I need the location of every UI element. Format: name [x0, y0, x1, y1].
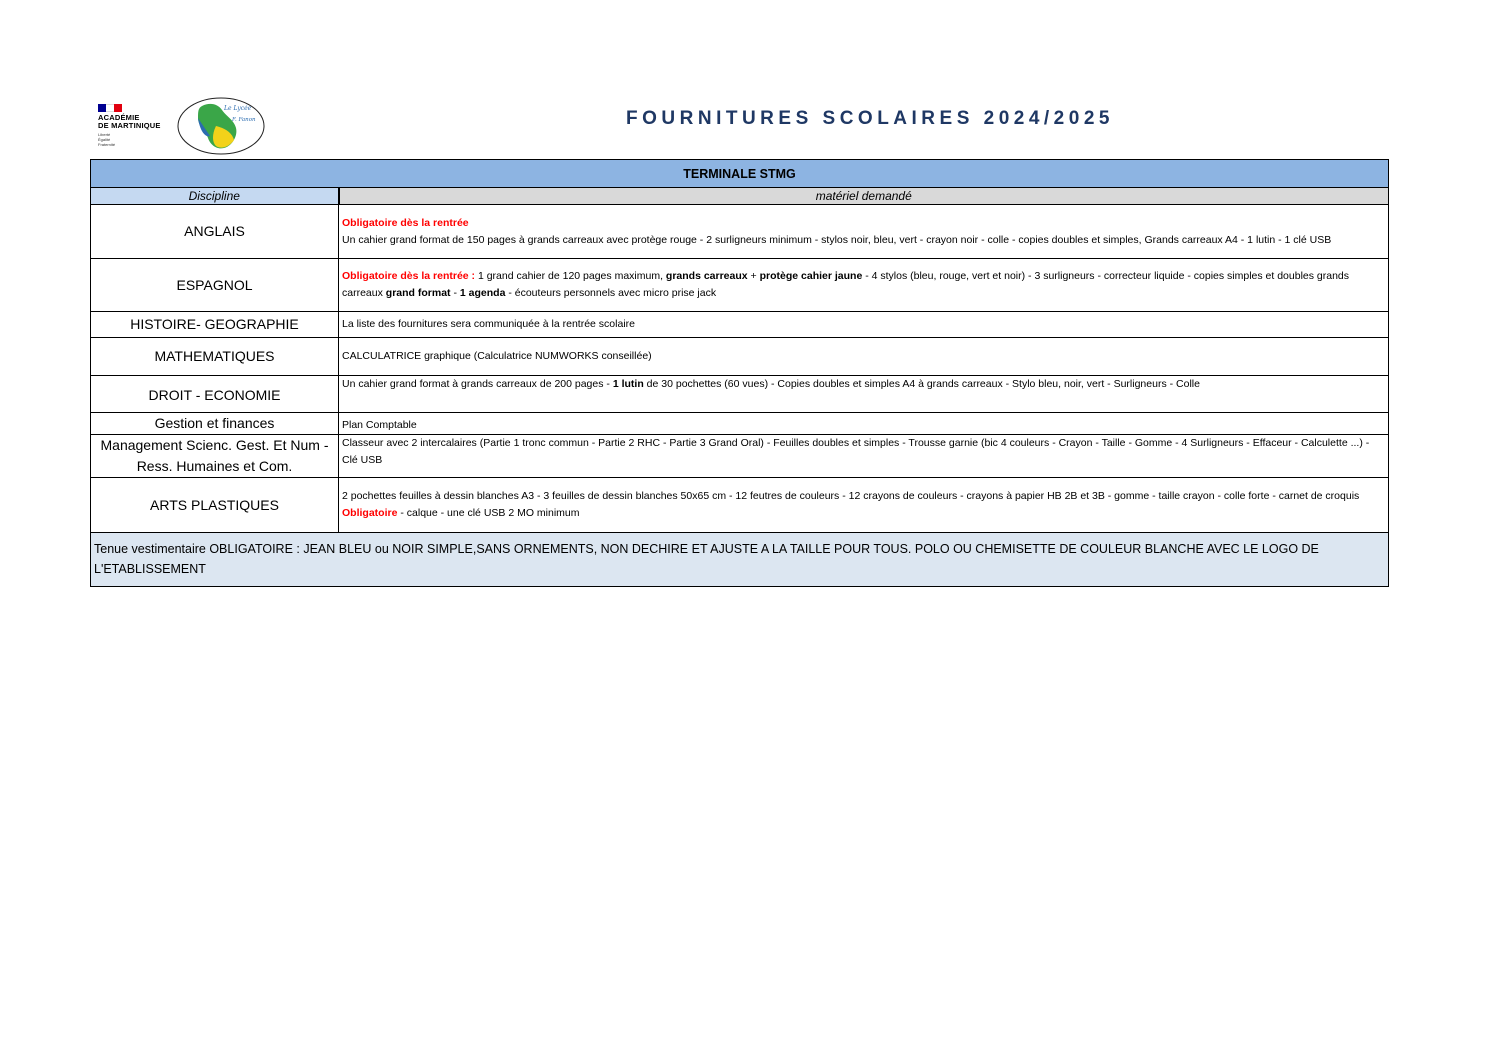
material-text: Un cahier grand format de 150 pages à grands carreaux avec protège rouge - 2 surligneurs minimum - stylos noir, bleu, vert - crayon noir - colle - copies doubles et simples, Grands carreaux A4 - 1 lutin - 1 clé USB: [342, 233, 1332, 246]
material-cell: CALCULATRICE graphique (Calculatrice NUMWORKS conseillée): [339, 338, 1389, 376]
discipline-cell: HISTOIRE- GEOGRAPHIE: [91, 312, 339, 338]
academy-name: ACADÉMIE DE MARTINIQUE: [98, 113, 161, 130]
table-row: [91, 205, 1389, 259]
table-row: [91, 338, 1389, 376]
discipline-cell: Gestion et finances: [91, 413, 339, 435]
page-title: FOURNITURES SCOLAIRES 2024/2025: [626, 108, 1114, 129]
discipline-cell: DROIT - ECONOMIE: [91, 376, 339, 413]
class-name: TERMINALE STMG: [91, 160, 1389, 188]
table-row: [91, 312, 1389, 338]
svg-text:Le Lycée: Le Lycée: [224, 105, 252, 112]
school-logo: [176, 96, 266, 156]
mandatory-note: Obligatoire: [342, 507, 398, 519]
material-cell: Obligatoire dès la rentrée : 1 grand cahier de 120 pages maximum, grands carreaux + protège cahier jaune - 4 stylos (bleu, rouge, vert et noir) - 3 surligneurs - correcteur liquide - copies simples et doubles grands carreaux grand format - 1 agenda - écouteurs personnels avec micro prise jack: [339, 259, 1389, 312]
discipline-cell: Management Scienc. Gest. Et Num - Ress. Humaines et Com.: [91, 435, 339, 478]
dress-code-row: [91, 533, 1389, 587]
table-row: [91, 478, 1389, 533]
material-cell: La liste des fournitures sera communiquée à la rentrée scolaire: [339, 312, 1389, 338]
column-header-row: [91, 188, 1389, 205]
discipline-cell: MATHEMATIQUES: [91, 338, 339, 376]
header-logos: [98, 96, 268, 158]
material-cell: Un cahier grand format à grands carreaux de 200 pages - 1 lutin de 30 pochettes (60 vues) - Copies doubles et simples A4 à grands carreaux - Stylo bleu, noir, vert - Surligneurs - Colle: [339, 376, 1389, 413]
mandatory-note: Obligatoire dès la rentrée :: [342, 270, 476, 282]
material-cell: [339, 205, 1389, 259]
french-flag-icon: [98, 104, 122, 112]
table-row: [91, 376, 1389, 413]
material-cell: Plan Comptable: [339, 413, 1389, 435]
class-header-row: [91, 160, 1389, 188]
table-row: [91, 413, 1389, 435]
table-row: [91, 259, 1389, 312]
discipline-cell: ARTS PLASTIQUES: [91, 478, 339, 533]
column-header-discipline: Discipline: [91, 188, 339, 205]
dress-code-note: Tenue vestimentaire OBLIGATOIRE : JEAN BLEU ou NOIR SIMPLE,SANS ORNEMENTS, NON DECHIRE ET AJUSTE A LA TAILLE POUR TOUS. POLO OU CHEMISETTE DE COULEUR BLANCHE AVEC LE LOGO DE L'ETABLISSEMENT: [91, 533, 1389, 587]
academy-motto: Liberté Égalité Fraternité: [98, 132, 116, 147]
material-cell: 2 pochettes feuilles à dessin blanches A3 - 3 feuilles de dessin blanches 50x65 cm - 12 feutres de couleurs - 12 crayons de couleurs - crayons à papier HB 2B et 3B - gomme - taille crayon - colle forte - carnet de croquis Obligatoire - calque - une clé USB 2 MO minimum: [339, 478, 1389, 533]
discipline-cell: ANGLAIS: [91, 205, 339, 259]
discipline-cell: ESPAGNOL: [91, 259, 339, 312]
table-row: [91, 435, 1389, 478]
supplies-table: [90, 159, 1389, 587]
material-cell: Classeur avec 2 intercalaires (Partie 1 tronc commun - Partie 2 RHC - Partie 3 Grand Oral) - Feuilles doubles et simples - Trousse garnie (bic 4 couleurs - Crayon - Taille - Gomme - 4 Surligneurs - Effaceur - Calculette ...) - Clé USB: [339, 435, 1389, 478]
column-header-material: matériel demandé: [339, 188, 1389, 205]
svg-text:F. Fanon: F. Fanon: [232, 117, 256, 123]
mandatory-note: Obligatoire dès la rentrée: [342, 216, 469, 229]
